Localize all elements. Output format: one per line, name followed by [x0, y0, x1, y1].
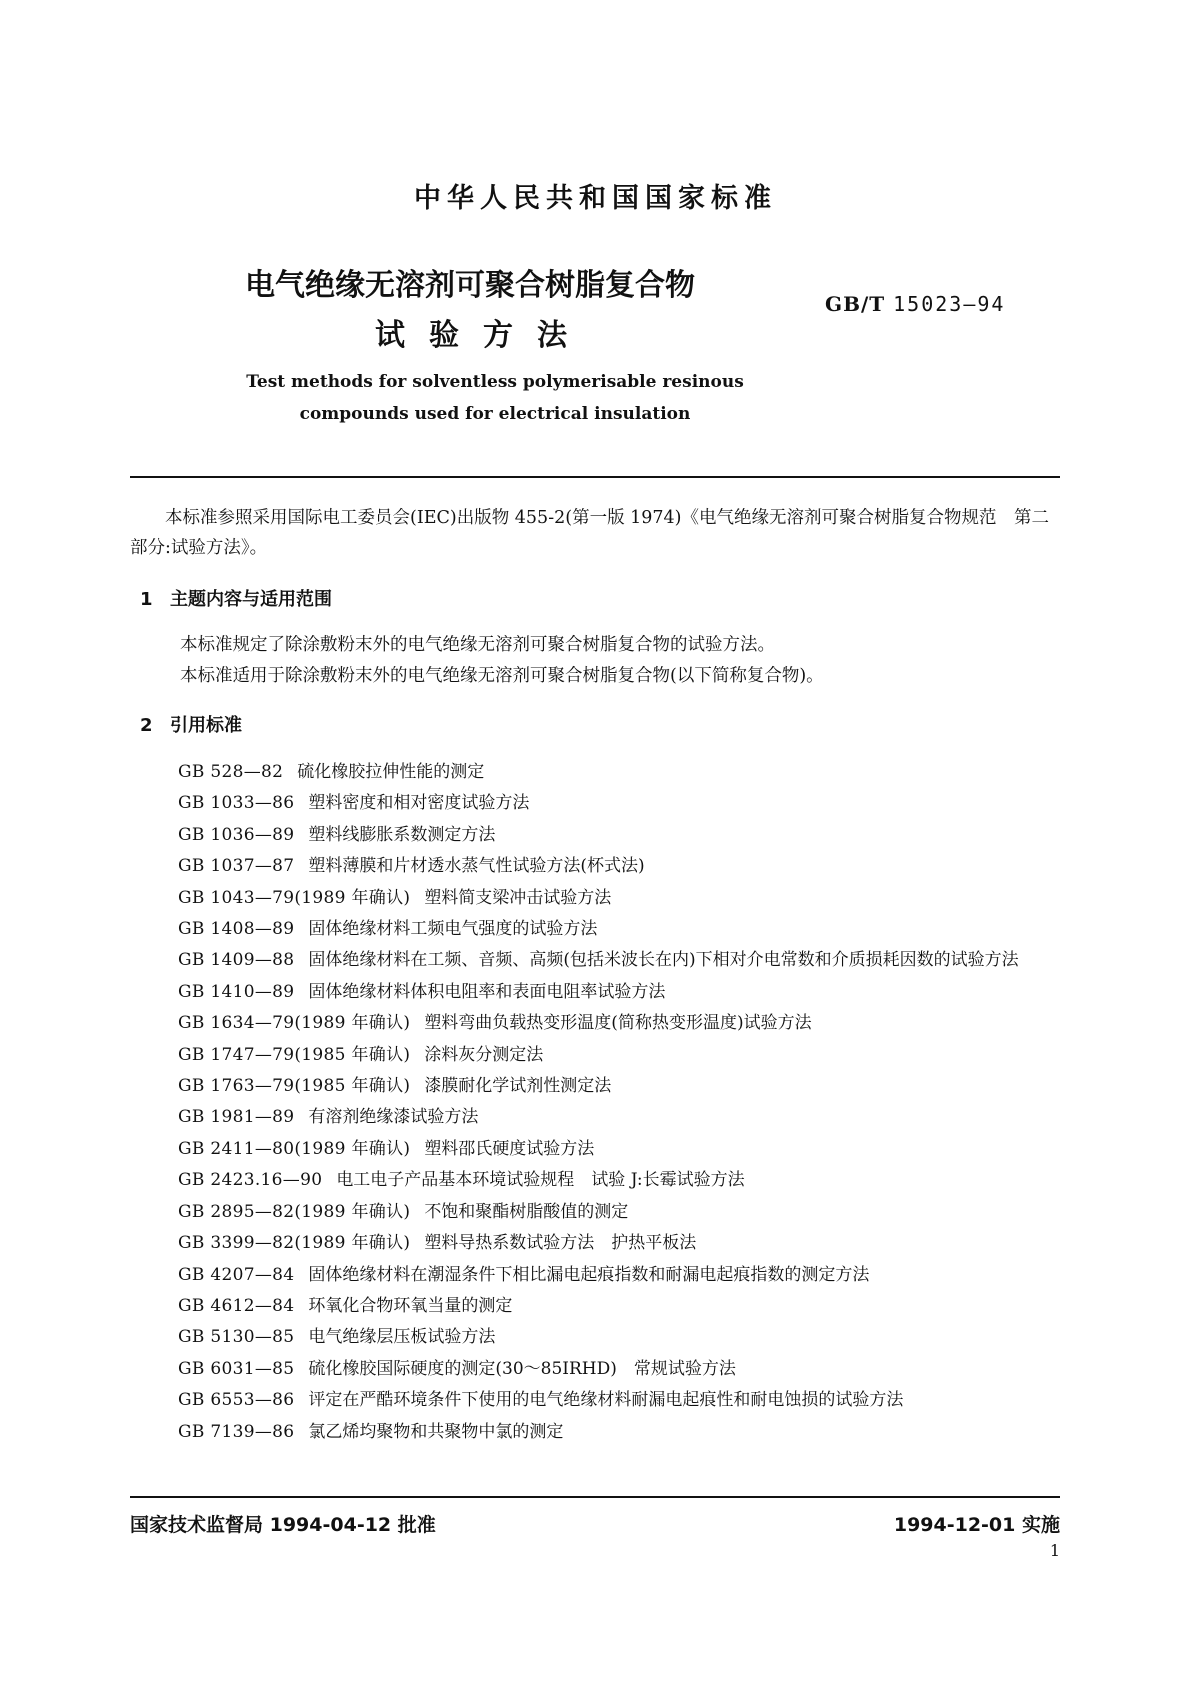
title-line-2: 试验方法	[375, 318, 591, 353]
reference-code: GB 1043—79(1989 年确认)	[178, 887, 411, 908]
reference-item	[178, 1197, 1068, 1228]
reference-item	[178, 1165, 1068, 1196]
reference-item	[178, 1291, 1068, 1322]
reference-title: 塑料密度和相对密度试验方法	[308, 793, 530, 814]
reference-title: 固体绝缘材料体积电阻率和表面电阻率试验方法	[308, 981, 666, 1002]
intro-paragraph: 本标准参照采用国际电工委员会(IEC)出版物 455-2(第一版 1974)《电气绝缘无溶剂可聚合树脂复合物规范 第二部分:试验方法》。	[130, 508, 1049, 558]
reference-item	[178, 1228, 1068, 1259]
reference-title: 电气绝缘层压板试验方法	[308, 1327, 496, 1348]
reference-item	[178, 977, 1068, 1008]
reference-code: GB 2895—82(1989 年确认)	[178, 1201, 411, 1222]
reference-title: 塑料薄膜和片材透水蒸气性试验方法(杯式法)	[308, 856, 645, 877]
reference-item	[178, 1071, 1068, 1102]
reference-item	[178, 1040, 1068, 1071]
section-1-paragraph: 本标准规定了除涂敷粉末外的电气绝缘无溶剂可聚合树脂复合物的试验方法。	[180, 635, 775, 655]
reference-code: GB 5130—85	[178, 1327, 295, 1348]
reference-title: 漆膜耐化学试剂性测定法	[424, 1076, 612, 1097]
reference-code: GB 7139—86	[178, 1421, 295, 1442]
section-1-number: 1	[140, 589, 153, 610]
section-1-heading	[140, 585, 332, 611]
reference-item	[178, 820, 1068, 851]
reference-code: GB 1033—86	[178, 793, 295, 814]
reference-title: 固体绝缘材料工频电气强度的试验方法	[308, 919, 598, 940]
standard-prefix: GB/T	[825, 292, 886, 316]
reference-title: 环氧化合物环氧当量的测定	[308, 1295, 513, 1316]
reference-code: GB 1037—87	[178, 856, 295, 877]
reference-title: 塑料线膨胀系数测定方法	[308, 824, 496, 845]
reference-list	[178, 757, 1068, 1448]
page-number: 1	[1049, 1541, 1060, 1560]
reference-title: 塑料弯曲负载热变形温度(简称热变形温度)试验方法	[424, 1013, 812, 1034]
reference-title: 固体绝缘材料在工频、音频、高频(包括米波长在内)下相对介电常数和介质损耗因数的试验方法	[308, 950, 1019, 971]
reference-code: GB 1763—79(1985 年确认)	[178, 1076, 411, 1097]
top-divider	[130, 476, 1060, 478]
reference-title: 有溶剂绝缘漆试验方法	[308, 1107, 479, 1128]
section-2-heading	[140, 711, 242, 737]
reference-title: 不饱和聚酯树脂酸值的测定	[424, 1201, 629, 1222]
issuing-country-header: 中华人民共和国国家标准	[414, 183, 777, 214]
reference-title: 硫化橡胶国际硬度的测定(30～85IRHD) 常规试验方法	[308, 1358, 736, 1379]
reference-item	[178, 1102, 1068, 1133]
reference-code: GB 2423.16—90	[178, 1170, 323, 1191]
reference-item	[178, 1385, 1068, 1416]
reference-item	[178, 1260, 1068, 1291]
title-line-1: 电气绝缘无溶剂可聚合树脂复合物	[245, 268, 695, 303]
reference-item	[178, 883, 1068, 914]
reference-code: GB 528—82	[178, 762, 284, 782]
reference-title: 固体绝缘材料在潮湿条件下相比漏电起痕指数和耐漏电起痕指数的测定方法	[308, 1264, 870, 1285]
reference-title: 塑料邵氏硬度试验方法	[424, 1138, 595, 1159]
reference-code: GB 1410—89	[178, 981, 295, 1002]
reference-item	[178, 1134, 1068, 1165]
reference-item	[178, 1354, 1068, 1385]
reference-item	[178, 914, 1068, 945]
reference-item	[178, 1322, 1068, 1353]
reference-code: GB 4207—84	[178, 1264, 295, 1285]
reference-title: 涂料灰分测定法	[424, 1044, 544, 1065]
effective-date: 1994-12-01 实施	[893, 1514, 1060, 1536]
reference-code: GB 2411—80(1989 年确认)	[178, 1138, 411, 1159]
reference-item	[178, 1417, 1068, 1448]
section-1-paragraph: 本标准适用于除涂敷粉末外的电气绝缘无溶剂可聚合树脂复合物(以下简称复合物)。	[180, 666, 824, 686]
reference-code: GB 1981—89	[178, 1107, 295, 1128]
standard-code	[825, 292, 1005, 316]
english-title-line-1: Test methods for solventless polymerisable resinous	[246, 372, 744, 392]
reference-code: GB 1036—89	[178, 824, 295, 845]
reference-code: GB 3399—82(1989 年确认)	[178, 1233, 411, 1254]
footer-divider	[130, 1496, 1060, 1498]
reference-title: 塑料导热系数试验方法 护热平板法	[424, 1233, 697, 1254]
reference-item	[178, 757, 1068, 788]
reference-code: GB 1409—88	[178, 950, 295, 971]
reference-code: GB 1747—79(1985 年确认)	[178, 1044, 411, 1065]
reference-title: 塑料简支梁冲击试验方法	[424, 887, 612, 908]
reference-item	[178, 945, 1068, 976]
reference-title: 电工电子产品基本环境试验规程 试验 J:长霉试验方法	[336, 1170, 745, 1191]
section-2-number: 2	[140, 715, 153, 736]
reference-code: GB 1408—89	[178, 919, 295, 940]
reference-code: GB 1634—79(1989 年确认)	[178, 1013, 411, 1034]
reference-item	[178, 851, 1068, 882]
reference-title: 评定在严酷环境条件下使用的电气绝缘材料耐漏电起痕性和耐电蚀损的试验方法	[308, 1390, 904, 1411]
section-2-title: 引用标准	[170, 715, 242, 736]
reference-code: GB 4612—84	[178, 1295, 295, 1316]
reference-title: 硫化橡胶拉伸性能的测定	[297, 762, 485, 782]
reference-item	[178, 1008, 1068, 1039]
reference-code: GB 6031—85	[178, 1358, 295, 1379]
reference-item	[178, 788, 1068, 819]
english-title-line-2: compounds used for electrical insulation	[299, 404, 691, 424]
reference-code: GB 6553—86	[178, 1390, 295, 1411]
section-1-title: 主题内容与适用范围	[170, 589, 332, 610]
standard-number: 15023—94	[893, 292, 1006, 316]
approval-line: 国家技术监督局 1994-04-12 批准	[130, 1514, 436, 1536]
reference-title: 氯乙烯均聚物和共聚物中氯的测定	[308, 1421, 564, 1442]
